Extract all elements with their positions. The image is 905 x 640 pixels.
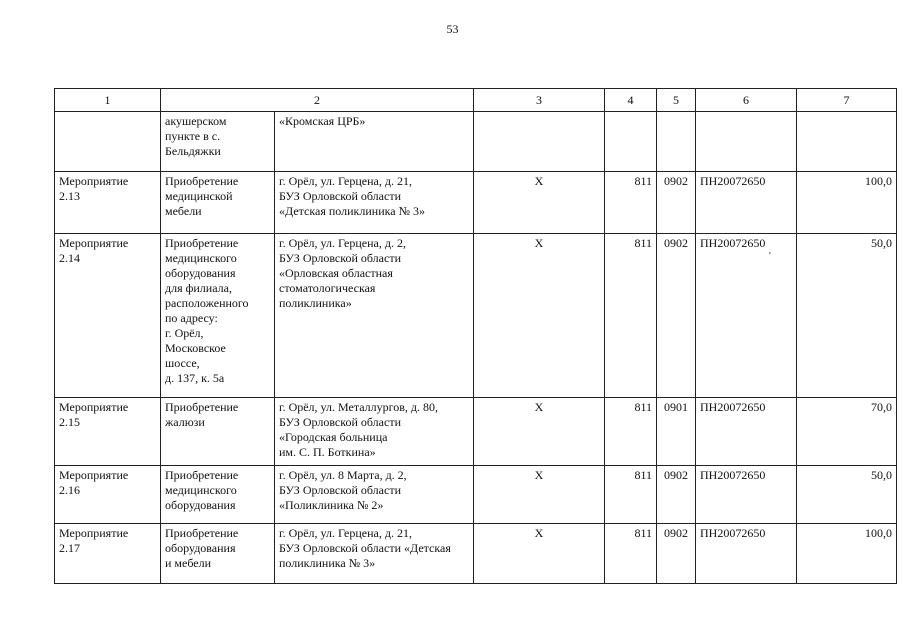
col3-cell: Х (474, 398, 605, 466)
measure-cell: Мероприятие 2.15 (55, 398, 161, 466)
col4-cell: 811 (605, 466, 657, 524)
col7-cell: 100,0 (797, 524, 897, 584)
table-row (55, 398, 897, 466)
col3-cell: Х (474, 234, 605, 398)
col3-cell (474, 112, 605, 172)
col7-cell: 50,0 (797, 234, 897, 398)
header-col-6: 6 (696, 89, 797, 112)
col4-cell (605, 112, 657, 172)
col5-cell: 0902 (657, 172, 696, 234)
col4-cell: 811 (605, 234, 657, 398)
page-number: 53 (446, 22, 459, 36)
col5-cell: 0902 (657, 466, 696, 524)
scan-mark: ' (769, 251, 771, 262)
col6-cell: ПН20072650 (696, 172, 797, 234)
measure-cell (55, 112, 161, 172)
address-cell: «Кромская ЦРБ» (275, 112, 474, 172)
col6-cell: ПН20072650 (696, 398, 797, 466)
col4-cell: 811 (605, 398, 657, 466)
col5-cell: 0901 (657, 398, 696, 466)
measure-cell: Мероприятие 2.13 (55, 172, 161, 234)
measure-cell: Мероприятие 2.14 (55, 234, 161, 398)
name-cell: Приобретение медицинского оборудования (161, 466, 275, 524)
header-col-3: 3 (474, 89, 605, 112)
table-row (55, 466, 897, 524)
header-col-1: 1 (55, 89, 161, 112)
header-col-2: 2 (161, 89, 474, 112)
col7-cell: 100,0 (797, 172, 897, 234)
table-row-continuation (55, 112, 897, 172)
col7-cell: 70,0 (797, 398, 897, 466)
name-cell: Приобретение оборудования и мебели (161, 524, 275, 584)
col7-cell: 50,0 (797, 466, 897, 524)
name-cell: акушерском пункте в с. Бельдяжки (161, 112, 275, 172)
col6-cell: ПН20072650 (696, 466, 797, 524)
name-cell: Приобретение медицинского оборудования для филиала, расположенного по адресу: г. Орёл, Московское шоссе, д. 137, к. 5а (161, 234, 275, 398)
measure-cell: Мероприятие 2.17 (55, 524, 161, 584)
address-cell: г. Орёл, ул. Герцена, д. 21, БУЗ Орловской области «Детская поликлиника № 3» (275, 172, 474, 234)
budget-table (54, 88, 897, 584)
header-col-7: 7 (797, 89, 897, 112)
table-header-row (55, 89, 897, 112)
col4-cell: 811 (605, 524, 657, 584)
col7-cell (797, 112, 897, 172)
measure-cell: Мероприятие 2.16 (55, 466, 161, 524)
header-col-5: 5 (657, 89, 696, 112)
col5-cell: 0902 (657, 524, 696, 584)
address-cell: г. Орёл, ул. 8 Марта, д. 2, БУЗ Орловской области «Поликлиника № 2» (275, 466, 474, 524)
col5-cell: 0902 (657, 234, 696, 398)
col3-cell: Х (474, 524, 605, 584)
col4-cell: 811 (605, 172, 657, 234)
header-col-4: 4 (605, 89, 657, 112)
table-row (55, 172, 897, 234)
col6-cell: ПН20072650 (696, 524, 797, 584)
name-cell: Приобретение медицинской мебели (161, 172, 275, 234)
col3-cell: Х (474, 172, 605, 234)
table-row (55, 524, 897, 584)
address-cell: г. Орёл, ул. Металлургов, д. 80, БУЗ Орловской области «Городская больница им. С. П. Боткина» (275, 398, 474, 466)
col3-cell: Х (474, 466, 605, 524)
col5-cell (657, 112, 696, 172)
name-cell: Приобретение жалюзи (161, 398, 275, 466)
address-cell: г. Орёл, ул. Герцена, д. 21, БУЗ Орловской области «Детская поликлиника № 3» (275, 524, 474, 584)
address-cell: г. Орёл, ул. Герцена, д. 2, БУЗ Орловской области «Орловская областная стоматологическая поликлиника» (275, 234, 474, 398)
col6-cell (696, 112, 797, 172)
col6-cell: ПН20072650 (696, 234, 797, 398)
